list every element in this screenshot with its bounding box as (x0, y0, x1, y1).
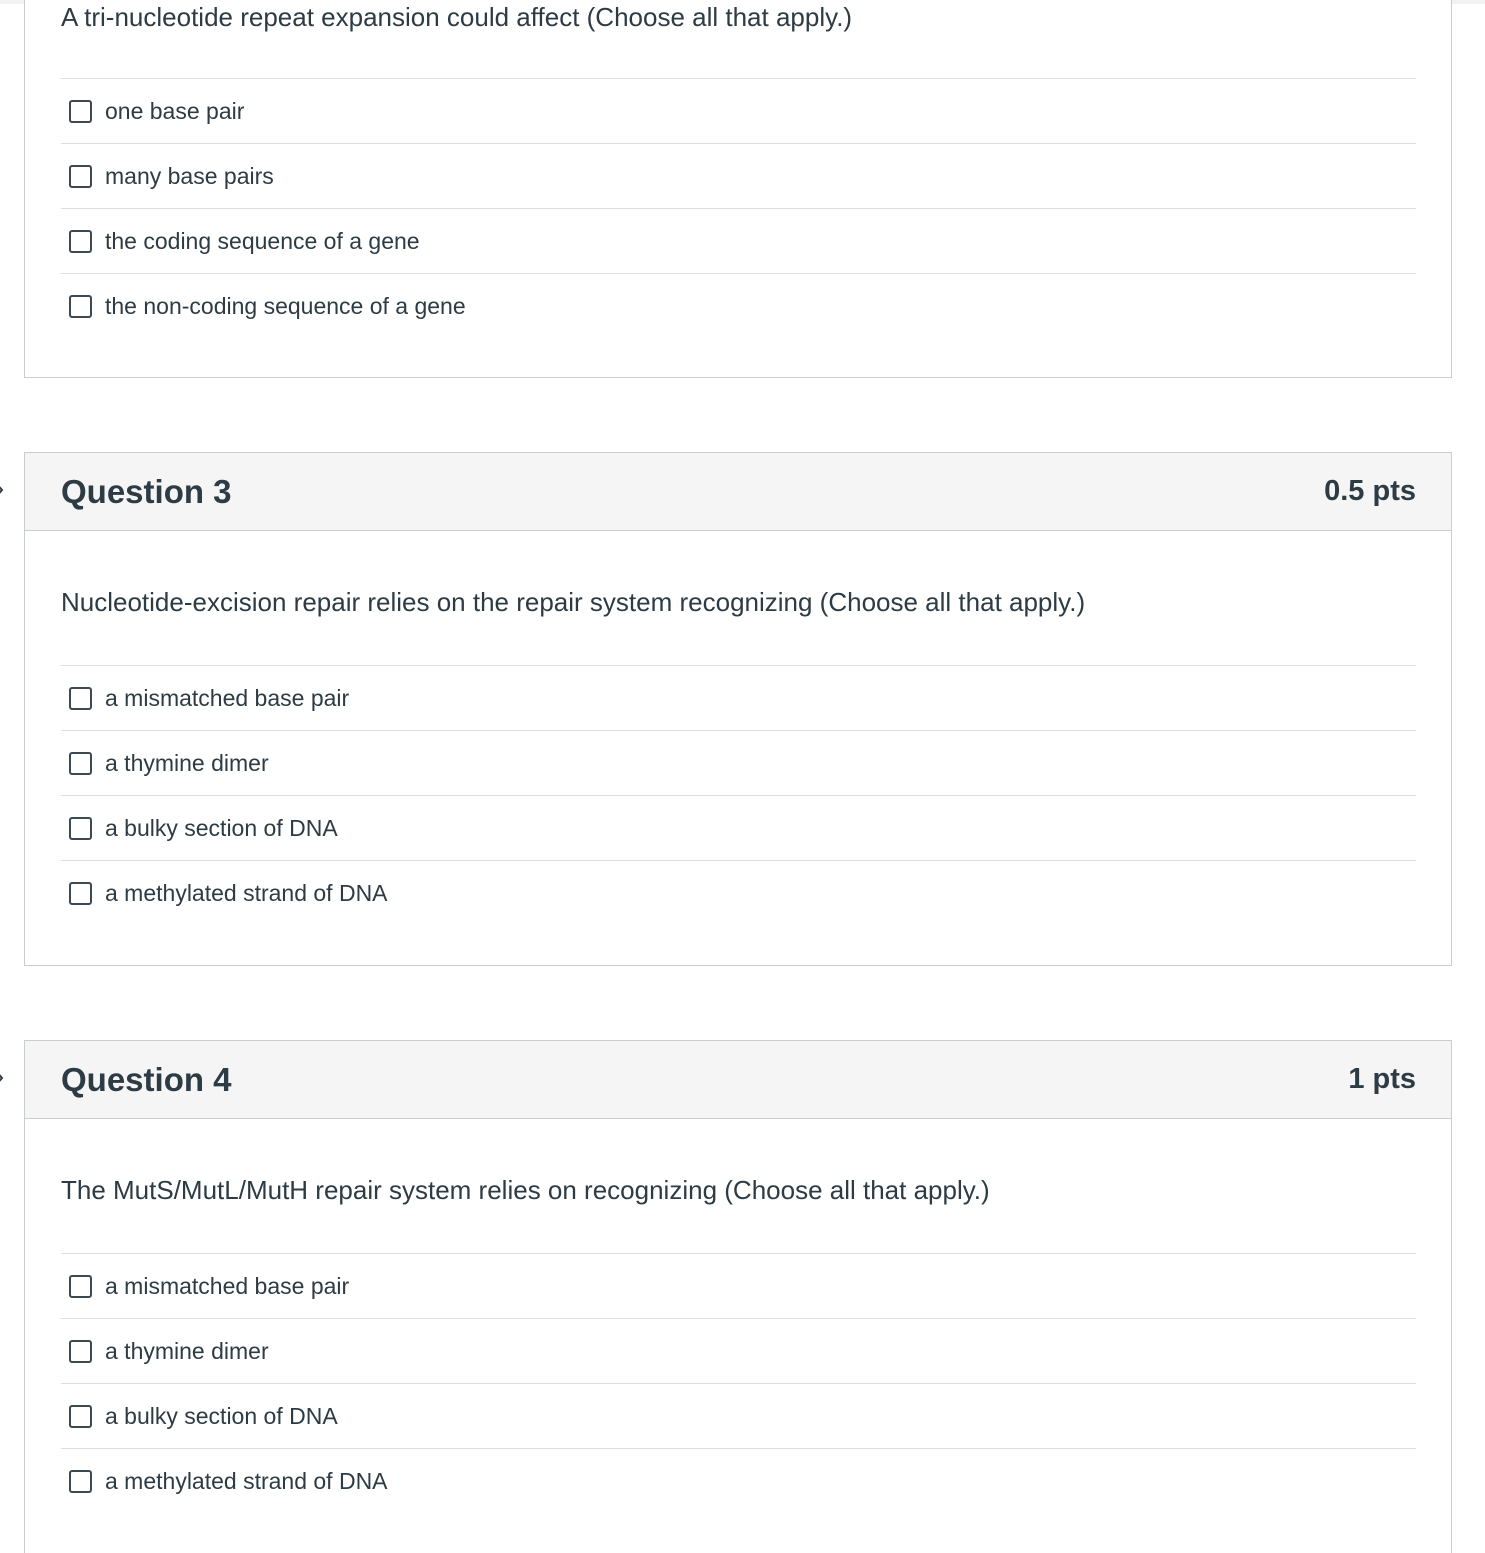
answer-label[interactable]: the coding sequence of a gene (105, 227, 420, 254)
chevron-right-icon[interactable] (0, 479, 10, 501)
checkbox-icon[interactable] (69, 100, 92, 123)
question-title: Question 4 (61, 1060, 232, 1098)
answer-label[interactable]: a bulky section of DNA (105, 1402, 338, 1429)
question-title: Question 3 (61, 472, 232, 510)
checkbox-icon[interactable] (69, 752, 92, 775)
answer-option[interactable] (61, 274, 1416, 339)
answer-label[interactable]: a mismatched base pair (105, 684, 350, 711)
checkbox-icon[interactable] (69, 295, 92, 318)
answer-label[interactable]: many base pairs (105, 162, 274, 189)
answer-label[interactable]: a bulky section of DNA (105, 814, 338, 841)
question-text: Nucleotide-excision repair relies on the repair system recognizing (Choose all that apply.) (61, 587, 1086, 617)
checkbox-icon[interactable] (69, 1470, 92, 1493)
answer-list (61, 78, 1416, 339)
checkbox-icon[interactable] (69, 230, 92, 253)
question-points: 1 pts (1348, 1063, 1416, 1095)
answer-option[interactable] (61, 1319, 1416, 1384)
answer-option[interactable] (61, 1384, 1416, 1449)
answer-list (61, 1253, 1416, 1514)
answer-label[interactable]: a methylated strand of DNA (105, 1468, 388, 1494)
answer-label[interactable]: a thymine dimer (105, 1337, 269, 1364)
question-text: The MutS/MutL/MutH repair system relies on recognizing (Choose all that apply.) (61, 1175, 990, 1205)
question-text: A tri-nucleotide repeat expansion could affect (Choose all that apply.) (61, 2, 853, 32)
question-card-4 (24, 1040, 1452, 1553)
checkbox-icon[interactable] (69, 165, 92, 188)
checkbox-icon[interactable] (69, 817, 92, 840)
answer-option[interactable] (61, 666, 1416, 731)
checkbox-icon[interactable] (69, 687, 92, 710)
answer-label[interactable]: one base pair (105, 97, 245, 124)
question-card-3 (24, 452, 1452, 966)
checkbox-icon[interactable] (69, 1405, 92, 1428)
checkbox-icon[interactable] (69, 1275, 92, 1298)
answer-option[interactable] (61, 796, 1416, 861)
question-points: 0.5 pts (1324, 475, 1416, 507)
question-body (25, 531, 1451, 926)
question-header (25, 1041, 1451, 1119)
question-body (25, 2, 1451, 339)
answer-option[interactable] (61, 79, 1416, 144)
answer-option[interactable] (61, 731, 1416, 796)
checkbox-icon[interactable] (69, 1340, 92, 1363)
question-body (25, 1119, 1451, 1514)
answer-list (61, 665, 1416, 926)
checkbox-icon[interactable] (69, 882, 92, 905)
answer-option[interactable] (61, 861, 1416, 926)
answer-label[interactable]: a mismatched base pair (105, 1272, 350, 1299)
answer-label[interactable]: a thymine dimer (105, 749, 269, 776)
answer-option[interactable] (61, 144, 1416, 209)
answer-option[interactable] (61, 1254, 1416, 1319)
answer-option[interactable] (61, 1449, 1416, 1514)
answer-label[interactable]: a methylated strand of DNA (105, 880, 388, 906)
chevron-right-icon[interactable] (0, 1067, 10, 1089)
answer-option[interactable] (61, 209, 1416, 274)
answer-label[interactable]: the non-coding sequence of a gene (105, 293, 466, 319)
question-card-2 (24, 0, 1452, 378)
question-header (25, 453, 1451, 531)
